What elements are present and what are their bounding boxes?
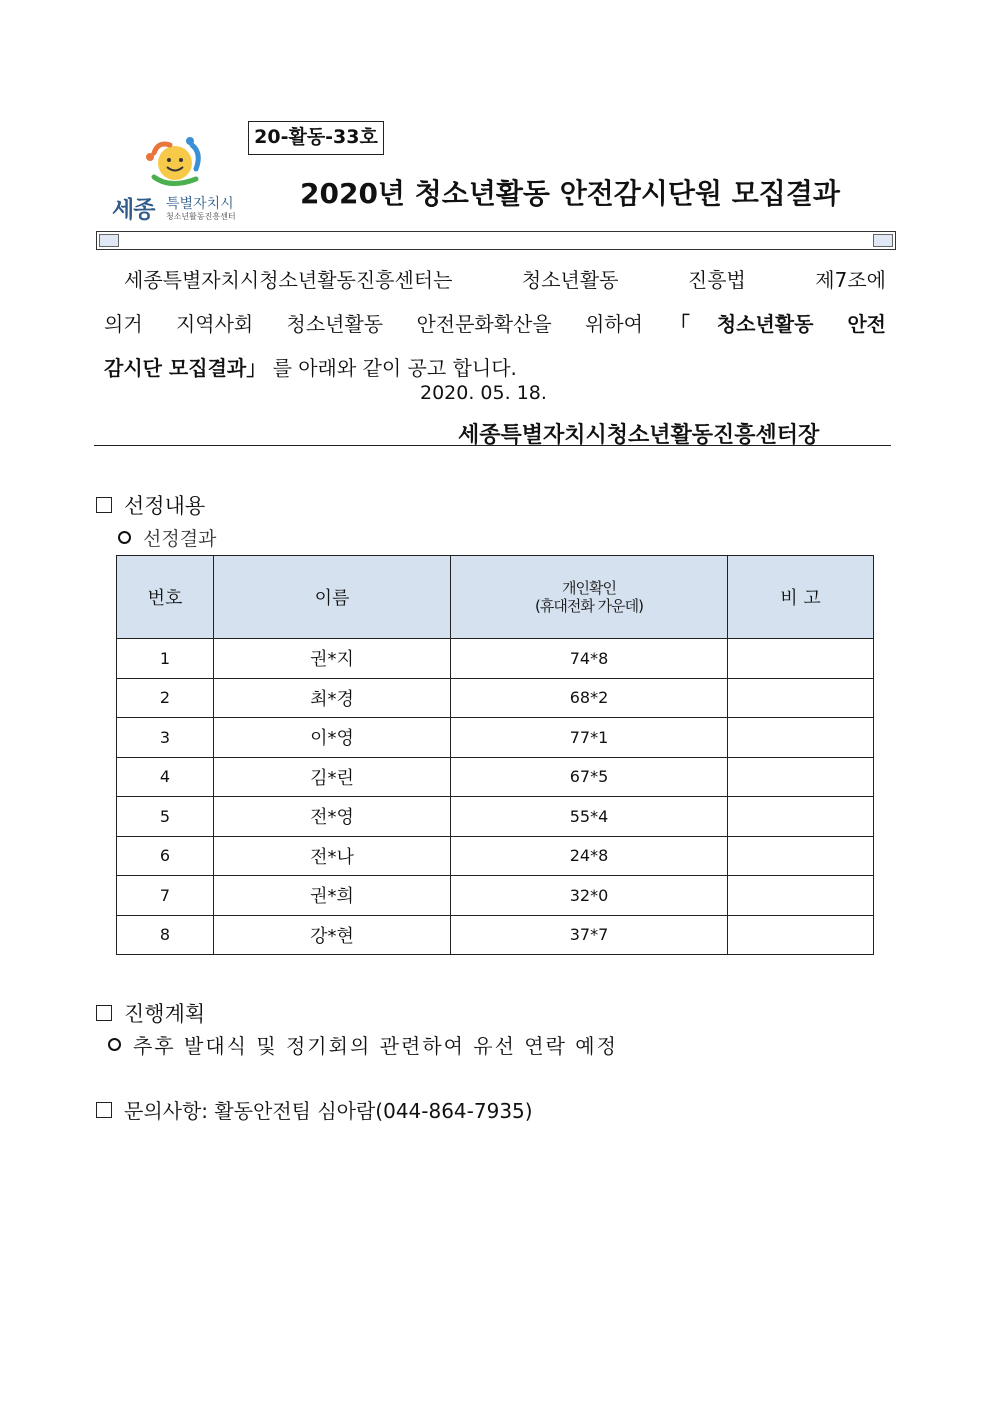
document-number: 20-활동-33호 [248, 121, 384, 155]
cell-phone: 55*4 [451, 797, 728, 837]
notice-title-ref-start: 「청소년활동 안전 [642, 312, 887, 336]
cell-number: 8 [117, 915, 214, 955]
column-header-name: 이름 [214, 556, 451, 639]
column-header-number: 번호 [117, 556, 214, 639]
plan-item-text: 추후 발대식 및 정기회의 관련하여 유선 연락 예정 [133, 1034, 618, 1058]
section-heading: 선정내용 [124, 494, 206, 518]
column-header-id-line2: (휴대전화 가운데) [535, 597, 643, 615]
cell-note [728, 757, 874, 797]
cell-name: 권*지 [214, 639, 451, 679]
checkbox-square-icon [96, 497, 112, 513]
title-divider-bar [96, 231, 896, 250]
section-contact [96, 1095, 533, 1124]
cell-phone: 67*5 [451, 757, 728, 797]
cell-name: 전*나 [214, 836, 451, 876]
cell-note [728, 836, 874, 876]
notice-title-ref-end: 감시단 모집결과」 [104, 356, 267, 380]
results-table [116, 555, 874, 955]
column-header-note: 비 고 [728, 556, 874, 639]
section-plan [96, 998, 205, 1028]
cell-phone: 32*0 [451, 876, 728, 916]
plan-item [108, 1030, 618, 1059]
table-row [117, 876, 874, 916]
cell-note [728, 718, 874, 758]
cell-note [728, 797, 874, 837]
organization-logo [112, 135, 247, 227]
contact-text: 문의사항: 활동안전팀 심아람(044-864-7935) [124, 1099, 533, 1123]
table-row [117, 678, 874, 718]
cell-note [728, 678, 874, 718]
cell-name: 권*희 [214, 876, 451, 916]
cell-name: 최*경 [214, 678, 451, 718]
mascot-icon [140, 135, 210, 191]
cell-number: 1 [117, 639, 214, 679]
table-row [117, 836, 874, 876]
logo-text-main: 세종 [112, 197, 155, 223]
notice-line-2-text: 의거 지역사회 청소년활동 안전문화확산을 위하여 [104, 312, 643, 336]
subsection-result [118, 524, 216, 551]
cell-phone: 68*2 [451, 678, 728, 718]
notice-date: 2020. 05. 18. [420, 382, 547, 404]
cell-name: 이*영 [214, 718, 451, 758]
notice-line-1: 세종특별자치시청소년활동진흥센터는 청소년활동 진흥법 제7조에 [124, 268, 886, 292]
column-header-id-line1: 개인확인 [562, 579, 616, 597]
notice-line-2 [104, 302, 886, 346]
cell-number: 2 [117, 678, 214, 718]
table-row [117, 718, 874, 758]
table-header-row [117, 556, 874, 639]
cell-phone: 77*1 [451, 718, 728, 758]
cell-name: 전*영 [214, 797, 451, 837]
cell-number: 3 [117, 718, 214, 758]
checkbox-square-icon [96, 1102, 112, 1118]
divider-cap-right [873, 234, 893, 247]
circle-bullet-icon [118, 531, 131, 544]
signature-underline [94, 445, 891, 446]
cell-number: 5 [117, 797, 214, 837]
section-heading: 진행계획 [124, 1002, 206, 1026]
cell-number: 6 [117, 836, 214, 876]
logo-text-org: 청소년활동진흥센터 [166, 212, 236, 221]
notice-line-3-text: 를 아래와 같이 공고 합니다. [272, 356, 517, 380]
cell-number: 7 [117, 876, 214, 916]
table-row [117, 915, 874, 955]
cell-phone: 24*8 [451, 836, 728, 876]
table-row [117, 757, 874, 797]
cell-note [728, 915, 874, 955]
cell-name: 강*현 [214, 915, 451, 955]
signature: 세종특별자치시청소년활동진흥센터장 [458, 423, 820, 448]
divider-cap-left [99, 234, 119, 247]
page-title: 2020년 청소년활동 안전감시단원 모집결과 [300, 177, 840, 210]
cell-phone: 37*7 [451, 915, 728, 955]
circle-bullet-icon [108, 1038, 121, 1051]
logo-text-sub: 특별자치시 [166, 196, 234, 212]
table-row [117, 639, 874, 679]
cell-note [728, 876, 874, 916]
cell-phone: 74*8 [451, 639, 728, 679]
checkbox-square-icon [96, 1005, 112, 1021]
cell-note [728, 639, 874, 679]
subsection-heading: 선정결과 [143, 528, 217, 550]
column-header-id [451, 556, 728, 639]
table-row [117, 797, 874, 837]
cell-name: 김*린 [214, 757, 451, 797]
section-selection [96, 490, 205, 520]
cell-number: 4 [117, 757, 214, 797]
notice-paragraph [104, 258, 886, 390]
